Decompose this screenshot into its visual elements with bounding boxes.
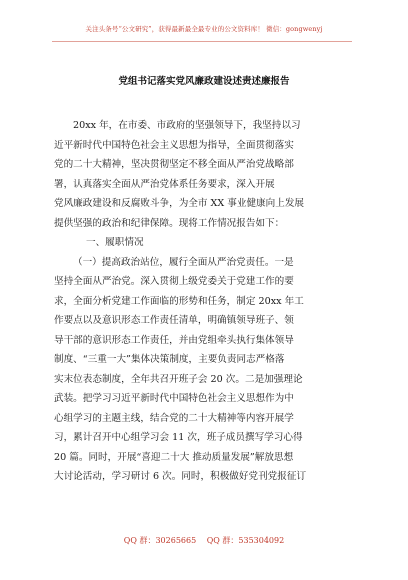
paragraph-line: 习，累计召开中心组学习会 11 次，班子成员撰写学习心得 xyxy=(54,432,303,443)
page-title: 党组书记落实党风廉政建设述责述廉报告 xyxy=(118,76,290,87)
paragraph-line: 导干部的意识形态工作责任，并由党组牵头执行集体领导 xyxy=(54,334,294,346)
paragraph-line: 实末位表态制度，全年共召开班子会 20 次。二是加强理论 xyxy=(54,373,303,385)
paragraph-line: 作要点以及意识形态工作责任清单，明确镇领导班子、领 xyxy=(54,315,294,326)
footer-contact xyxy=(0,535,408,546)
paragraph-line: 制度、“三重一大”集体决策制度，主要负责同志严格落 xyxy=(54,354,285,365)
header-divider xyxy=(52,41,352,42)
paragraph-line: 武装。把学习习近平新时代中国特色社会主义思想作为中 xyxy=(54,393,294,404)
paragraph-line: 党的二十大精神，坚决贯彻坚定不移全面从严治党战略部 xyxy=(54,159,294,170)
header-banner: 关注头条号“公文研究”，获得最新最全最专业的公文资料库！ 微信：gongwenyj xyxy=(85,25,323,33)
paragraph-line: 提供坚强的政治和纪律保障。现将工作情况报告如下： xyxy=(54,217,285,229)
footer-qq-group-1: QQ 群：30265665 xyxy=(123,536,197,545)
paragraph-line: 坚持全面从严治党。深入贯彻上级党委关于党建工作的要 xyxy=(54,276,294,287)
footer-qq-group-2: QQ 群：535304092 xyxy=(206,536,285,545)
paragraph-line: 署，认真落实全面从严治党体系任务要求，深入开展 xyxy=(54,178,275,190)
paragraph-line: 20 篇。同时，开展“喜迎二十大 推动质量发展”解放思想 xyxy=(54,451,294,463)
report-body xyxy=(54,116,356,487)
paragraph-line: 20xx 年，在市委、市政府的坚强领导下，我坚持以习 xyxy=(73,120,301,131)
section-heading: 一、履职情况 xyxy=(86,237,144,248)
paragraph-line: 近平新时代中国特色社会主义思想为指导，全面贯彻落实 xyxy=(54,139,294,151)
paragraph-line: 求，全面分析党建工作面临的形势和任务，制定 20xx 年工 xyxy=(54,295,304,307)
paragraph-line: 大讨论活动，学习研讨 6 次。同时，积极做好党刊党报征订 xyxy=(54,471,307,482)
paragraph-line: 党风廉政建设和反腐败斗争，为全市 XX 事业健康向上发展 xyxy=(54,198,305,209)
paragraph-line: （一）提高政治站位，履行全面从严治党责任。一是 xyxy=(73,256,294,268)
paragraph-line: 心组学习的主题主线，结合党的二十大精神等内容开展学 xyxy=(54,412,294,424)
